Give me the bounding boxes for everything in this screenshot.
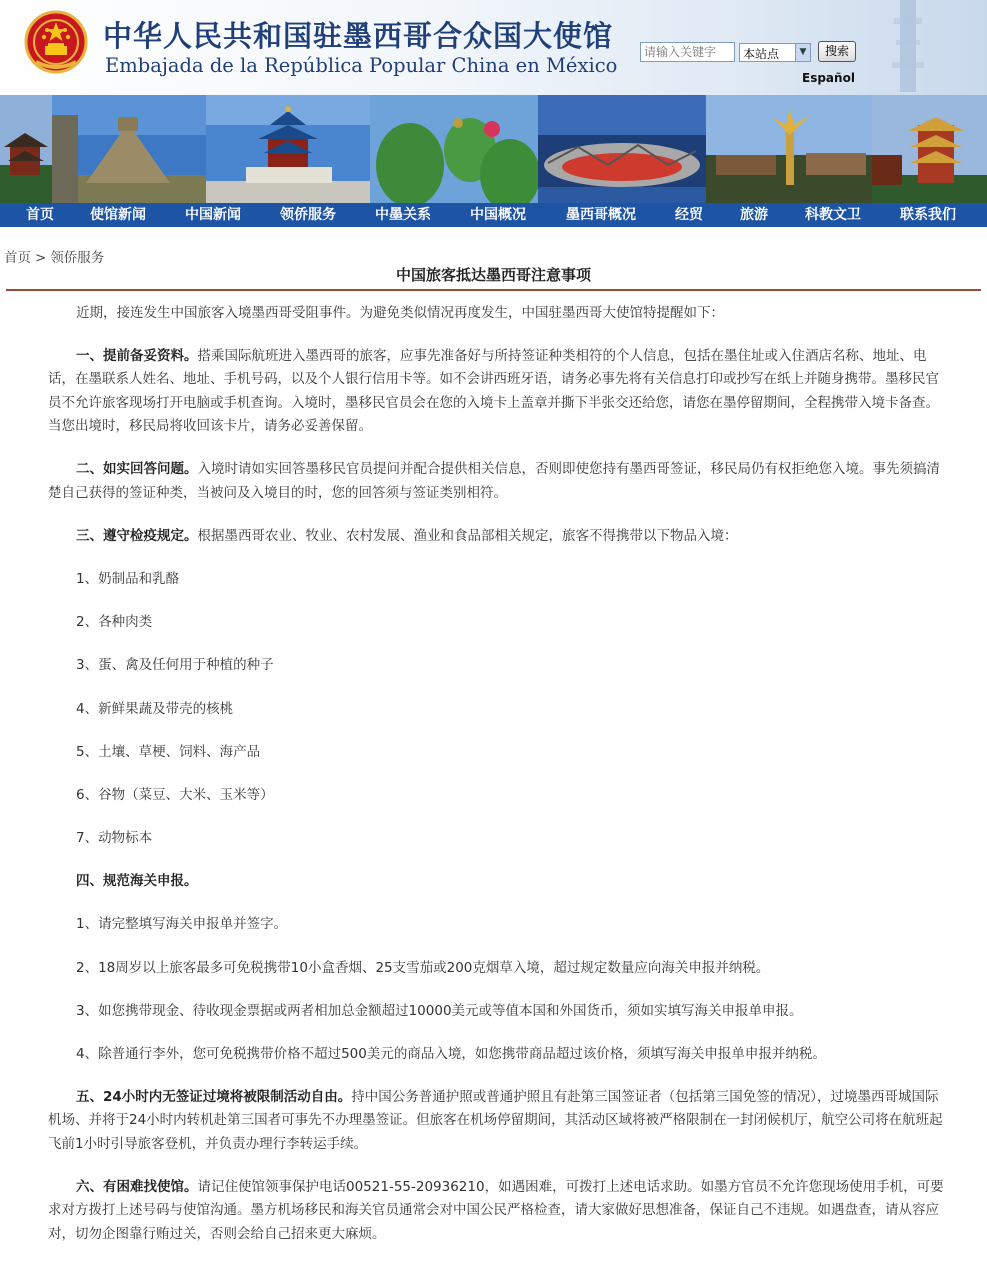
statue-icon — [878, 0, 938, 92]
site-scope-select[interactable] — [739, 43, 811, 62]
banner-photo-angel-statue — [706, 95, 872, 203]
section-3-text: 根据墨西哥农业、牧业、农村发展、渔业和食品部相关规定，旅客不得携带以下物品入境： — [197, 527, 738, 544]
breadcrumb-separator: > — [35, 250, 47, 266]
section-1-text: 搭乘国际航班进入墨西哥的旅客，应事先准备好与所持签证种类相符的个人信息，包括在墨住址或入住酒店名称、地址、电话，在墨联系人姓名、地址、手机号码，以及个人银行信用卡等。如不会讲西班牙语，请务必事先将有关信息打印或抄写在纸上并随身携带。墨移民官员不允许旅客现场打开电脑或手机查询。入境时，墨移民官员会在您的入境卡上盖章并撕下半张交还给您，请您在墨停留期间，全程携带入境卡备查。当您出境时，移民局将收回该卡片，请务必妥善保留。 — [48, 348, 939, 435]
banner-photo-temple-of-heaven — [206, 95, 370, 203]
search-input[interactable] — [640, 42, 735, 62]
list-item: 3、如您携带现金、待收现金票据或两者相加总金额超过10000美元或等值本国和外国货币，须如实填写海关申报单申报。 — [76, 1002, 803, 1019]
national-emblem-icon — [24, 10, 88, 76]
section-3-paragraph — [48, 525, 950, 548]
search-button[interactable]: 搜索 — [818, 41, 856, 62]
section-6-paragraph — [48, 1176, 950, 1246]
nav-item-contact-us[interactable]: 联系我们 — [900, 207, 956, 223]
section-2-text: 入境时请如实回答墨移民官员提问并配合提供相关信息，否则即使您持有墨西哥签证，移民局仍有权拒绝您入境。事先须搞清楚自己获得的签证种类，当被问及入境目的时，您的回答须与签证类别相符。 — [48, 461, 940, 501]
nav-item-tourism[interactable]: 旅游 — [740, 207, 768, 223]
photo-banner — [0, 95, 987, 203]
site-scope-value: 本站点 — [743, 47, 780, 61]
list-item: 2、各种肉类 — [76, 614, 153, 631]
list-item: 2、18周岁以上旅客最多可免税携带10小盒香烟、25支雪茄或200克烟草入境，超过规定数量应向海关申报并纳税。 — [76, 959, 770, 976]
section-5-heading: 五、24小时内无签证过境将被限制活动自由。 — [76, 1089, 352, 1106]
banner-photo-yellow-crane-tower — [872, 95, 987, 203]
section-2-heading: 二、如实回答问题。 — [76, 461, 198, 478]
site-title-spanish: Embajada de la República Popular China en México — [105, 54, 618, 77]
nav-item-consular-services[interactable]: 领侨服务 — [280, 207, 336, 223]
site-title-chinese: 中华人民共和国驻墨西哥合众国大使馆 — [103, 19, 614, 53]
site-header — [0, 0, 987, 95]
banner-photo-birds-nest-stadium — [538, 95, 706, 203]
nav-item-china-overview[interactable]: 中国概况 — [470, 207, 526, 223]
section-1-paragraph — [48, 345, 950, 438]
article-body — [48, 302, 950, 1261]
section-5-paragraph — [48, 1086, 950, 1156]
nav-item-mexico-overview[interactable]: 墨西哥概况 — [566, 207, 636, 223]
title-divider — [6, 289, 981, 291]
nav-item-home[interactable]: 首页 — [26, 207, 54, 223]
section-4-heading: 四、规范海关申报。 — [76, 873, 198, 890]
list-item: 4、除普通行李外，您可免税携带价格不超过500美元的商品入境，如您携带商品超过该价格，须填写海关申报单申报并纳税。 — [76, 1046, 826, 1062]
nav-item-china-news[interactable]: 中国新闻 — [185, 207, 241, 223]
list-item: 6、谷物（菜豆、大米、玉米等） — [76, 786, 274, 803]
breadcrumb-home-link[interactable]: 首页 — [4, 250, 31, 266]
language-link-spanish[interactable]: Español — [802, 71, 855, 85]
section-4-paragraph — [48, 870, 950, 893]
chevron-down-icon: ▼ — [795, 44, 810, 61]
page-title: 中国旅客抵达墨西哥注意事项 — [395, 266, 591, 284]
main-nav — [0, 203, 987, 227]
breadcrumb-current-link[interactable]: 领侨服务 — [50, 250, 105, 266]
list-item: 4、新鲜果蔬及带壳的核桃 — [76, 700, 234, 717]
list-item: 5、土壤、草梗、饲料、海产品 — [76, 743, 261, 760]
nav-item-embassy-news[interactable]: 使馆新闻 — [90, 207, 146, 223]
list-item: 1、奶制品和乳酪 — [76, 570, 180, 587]
section-2-paragraph — [48, 458, 950, 505]
banner-photo-cactus — [370, 95, 538, 203]
section-6-text: 请记住使馆领事保护电话00521-55-20936210，如遇困难，可拨打上述电话求助。如墨方官员不允许您现场使用手机，可要求对方拨打上述号码与使馆沟通。墨方机场移民和海关官员通常会对中国公民严格检查，请大家做好思想准备，保证自己不违规。如遇盘查，请从容应对，切勿企图靠行贿过关，否则会给自己招来更大麻烦。 — [48, 1178, 944, 1242]
breadcrumb — [4, 246, 104, 266]
list-item: 1、请完整填写海关申报单并签字。 — [76, 916, 288, 933]
list-item: 7、动物标本 — [76, 830, 153, 847]
banner-photo-pyramid — [52, 95, 206, 203]
nav-item-china-mexico-relations[interactable]: 中墨关系 — [375, 207, 431, 223]
list-item: 3、蛋、禽及任何用于种植的种子 — [76, 657, 274, 674]
intro-paragraph: 近期，接连发生中国旅客入境墨西哥受阻事件。为避免类似情况再度发生，中国驻墨西哥大使馆特提醒如下： — [76, 305, 724, 321]
section-1-heading: 一、提前备妥资料。 — [76, 348, 198, 365]
section-5-text: 持中国公务普通护照或普通护照且有赴第三国签证者（包括第三国免签的情况），过境墨西哥城国际机场、并将于24小时内转机赴第三国者可事先不办理墨签证。但旅客在机场停留期间，其活动区域将被严格限制在一封闭候机厅，航空公司将在航班起飞前1小时引导旅客登机，并负责办理行李转运手续。 — [48, 1089, 943, 1152]
nav-item-science-education-culture[interactable]: 科教文卫 — [805, 207, 861, 223]
section-3-heading: 三、遵守检疫规定。 — [76, 527, 198, 544]
section-6-heading: 六、有困难找使馆。 — [76, 1178, 198, 1195]
nav-item-trade[interactable]: 经贸 — [675, 207, 703, 223]
banner-photo-pagoda-left — [0, 95, 52, 203]
